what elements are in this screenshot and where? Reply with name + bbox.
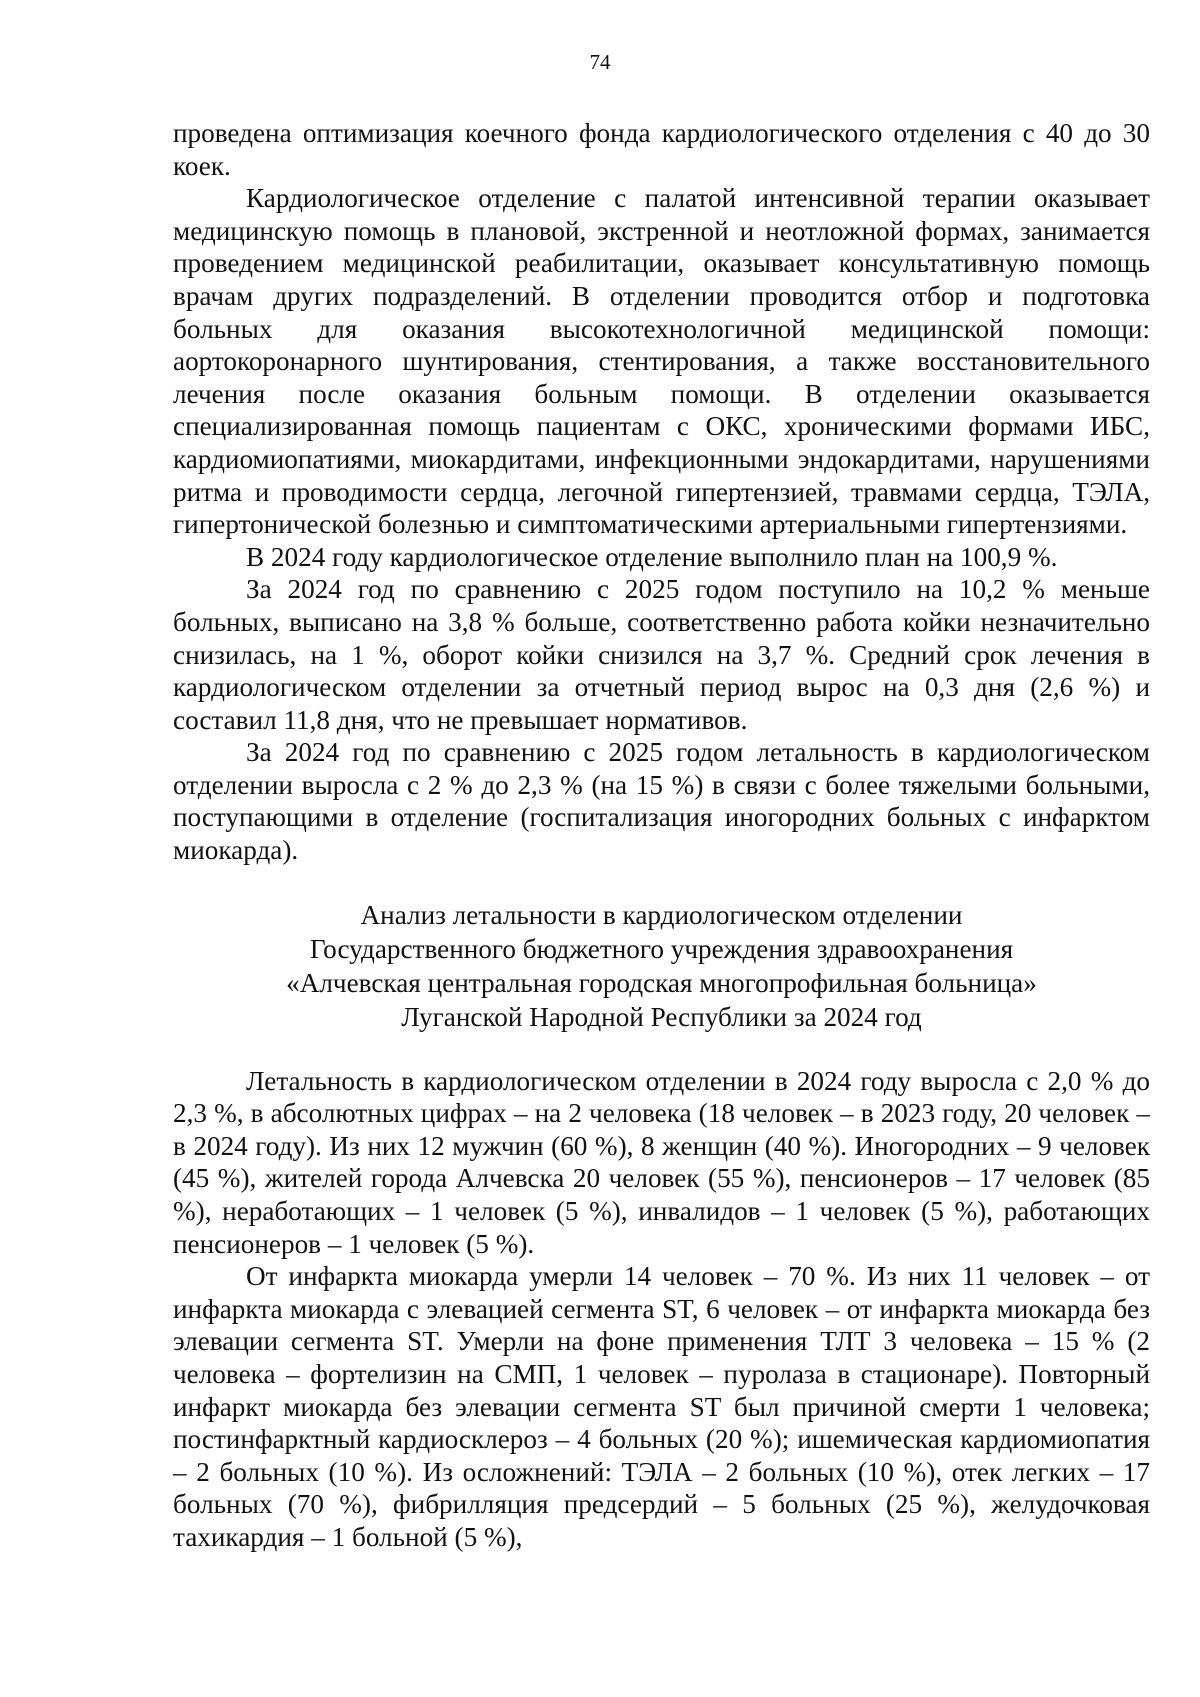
paragraph-plan-fulfillment: В 2024 году кардиологическое отделение выполнило план на 100,9 %. (246, 541, 1058, 572)
section-heading (173, 898, 1150, 1034)
paragraph-mortality-causes: От инфаркта миокарда умерли 14 человек – 70 %. Из них 11 человек – от инфаркта миокарда с элевацией сегмента ST, 6 человек – от инфаркта миокарда без элевации сегмента ST. Умерли на фоне применения ТЛТ 3 человека – 15 % (2 человека – фортелизин на СМП, 1 человек – пуролаза в стационаре). Повторный инфаркт миокарда без элевации сегмента ST был причиной смерти 1 человека; постинфарктный кардиосклероз – 4 больных (20 %); ишемическая кардиомиопатия – 2 больных (10 %). Из осложнений: ТЭЛА – 2 больных (10 %), отек легких – 17 больных (70 %), фибрилляция предсердий – 5 больных (25 %), желудочковая тахикардия – 1 больной (5 %), (173, 1261, 1150, 1552)
paragraph-bed-optimization: проведена оптимизация коечного фонда кардиологического отделения с 40 до 30 коек. (173, 118, 1150, 181)
section-heading-line: Луганской Народной Республики за 2024 год (401, 1001, 922, 1032)
paragraph-mortality-summary: За 2024 год по сравнению с 2025 годом летальность в кардиологическом отделении выросла с 2 % до 2,3 % (на 15 %) в связи с более тяжелыми больными, поступающими в отделение (госпитализация иногородних больных с инфарктом миокарда). (173, 737, 1150, 866)
paragraph-admission-statistics: За 2024 год по сравнению с 2025 годом поступило на 10,2 % меньше больных, выписано на 3,8 % больше, соответственно работа койки незначительно снизилась, на 1 %, оборот койки снизился на 3,7 %. Средний срок лечения в кардиологическом отделении за отчетный период вырос на 0,3 дня (2,6 %) и составил 11,8 дня, что не превышает нормативов. (173, 574, 1150, 735)
section-heading-line: Анализ летальности в кардиологическом отделении (360, 899, 963, 930)
document-body (173, 117, 1150, 1554)
section-heading-line: «Алчевская центральная городская многопрофильная больница» (286, 967, 1037, 998)
section-heading-line: Государственного бюджетного учреждения здравоохранения (309, 933, 1014, 964)
paragraph-department-description: Кардиологическое отделение с палатой интенсивной терапии оказывает медицинскую помощь в плановой, экстренной и неотложной формах, занимается проведением медицинской реабилитации, оказывает консультативную помощь врачам других подразделений. В отделении проводится отбор и подготовка больных для оказания высокотехнологичной медицинской помощи: аортокоронарного шунтирования, стентирования, а также восстановительного лечения после оказания больным помощи. В отделении оказывается специализированная помощь пациентам с ОКС, хроническими формами ИБС, кардиомиопатиями, миокардитами, инфекционными эндокардитами, нарушениями ритма и проводимости сердца, легочной гипертензией, травмами сердца, ТЭЛА, гипертонической болезнью и симптоматическими артериальными гипертензиями. (173, 183, 1150, 540)
paragraph-mortality-demographics: Летальность в кардиологическом отделении в 2024 году выросла с 2,0 % до 2,3 %, в абсолютных цифрах – на 2 человека (18 человек – в 2023 году, 20 человек – в 2024 году). Из них 12 мужчин (60 %), 8 женщин (40 %). Иногородних – 9 человек (45 %), жителей города Алчевска 20 человек (55 %), пенсионеров – 17 человек (85 %), неработающих – 1 человек (5 %), инвалидов – 1 человек (5 %), работающих пенсионеров – 1 человек (5 %). (173, 1065, 1150, 1259)
page-number: 74 (589, 50, 611, 74)
